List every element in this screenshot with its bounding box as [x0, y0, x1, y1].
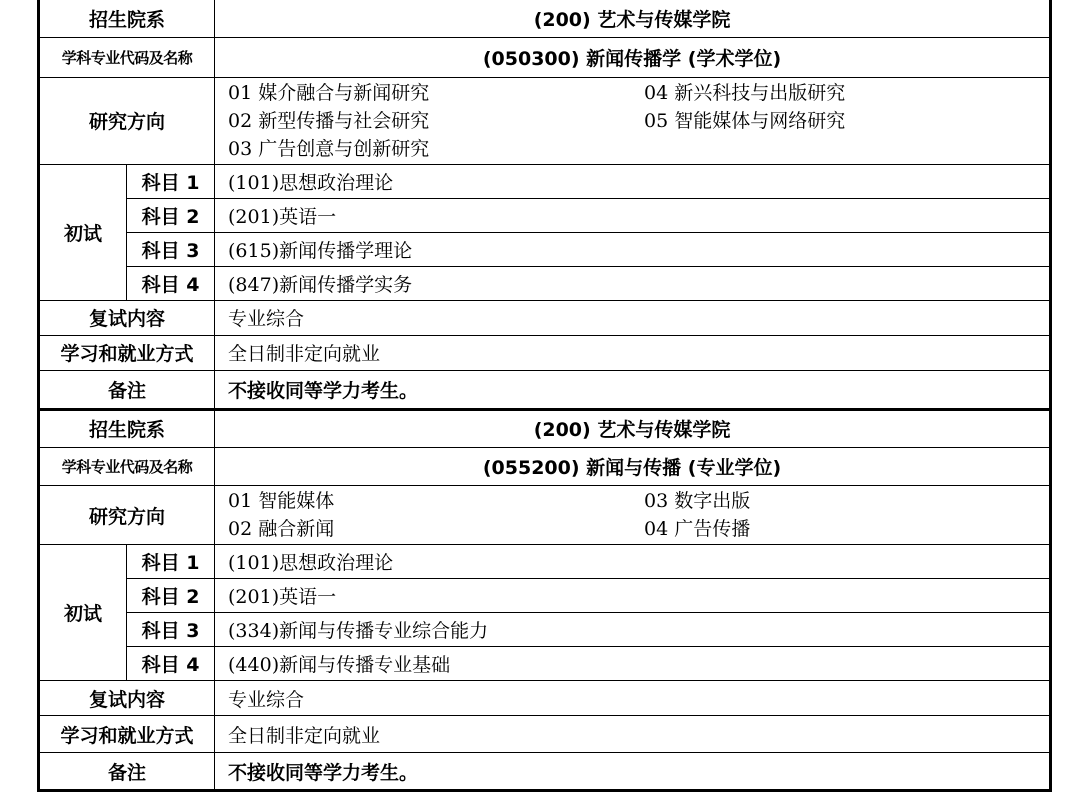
subject-value: (201)英语一	[215, 198, 1051, 232]
directions-list	[215, 486, 1051, 545]
direction-item: 04 广告传播	[644, 518, 751, 540]
mode-label: 学习和就业方式	[39, 335, 215, 370]
directions-list	[215, 77, 1051, 164]
subject-value: (101)思想政治理论	[215, 545, 1051, 579]
direction-item: 01 媒介融合与新闻研究	[228, 81, 430, 104]
exam-label: 初试	[39, 545, 127, 681]
major-label: 学科专业代码及名称	[39, 37, 215, 77]
subject-label: 科目 1	[127, 164, 215, 198]
direction-item: 02 融合新闻	[228, 518, 335, 540]
retest-label: 复试内容	[39, 300, 215, 335]
directions-label: 研究方向	[39, 486, 215, 545]
program-table-2	[37, 411, 1052, 793]
dept-value: (200) 艺术与传媒学院	[215, 0, 1051, 37]
directions-label: 研究方向	[39, 77, 215, 164]
subject-value: (615)新闻传播学理论	[215, 232, 1051, 266]
dept-label: 招生院系	[39, 0, 215, 37]
subject-label: 科目 4	[127, 266, 215, 300]
direction-item: 01 智能媒体	[228, 490, 335, 512]
subject-value: (440)新闻与传播专业基础	[215, 647, 1051, 681]
subject-label: 科目 3	[127, 613, 215, 647]
subject-label: 科目 4	[127, 647, 215, 681]
note-label: 备注	[39, 753, 215, 791]
retest-label: 复试内容	[39, 681, 215, 716]
major-value: (055200) 新闻与传播 (专业学位)	[215, 448, 1051, 486]
retest-value: 专业综合	[215, 681, 1051, 716]
direction-item: 04 新兴科技与出版研究	[644, 81, 846, 104]
subject-value: (847)新闻传播学实务	[215, 266, 1051, 300]
retest-value: 专业综合	[215, 300, 1051, 335]
program-table-1	[37, 0, 1052, 411]
direction-item: 02 新型传播与社会研究	[228, 109, 430, 132]
note-value: 不接收同等学力考生。	[215, 370, 1051, 409]
dept-value: (200) 艺术与传媒学院	[215, 411, 1051, 448]
admissions-document	[37, 0, 1049, 792]
major-label: 学科专业代码及名称	[39, 448, 215, 486]
direction-item: 05 智能媒体与网络研究	[644, 109, 846, 132]
subject-label: 科目 1	[127, 545, 215, 579]
note-value: 不接收同等学力考生。	[215, 753, 1051, 791]
major-value: (050300) 新闻传播学 (学术学位)	[215, 37, 1051, 77]
subject-value: (101)思想政治理论	[215, 164, 1051, 198]
subject-label: 科目 2	[127, 198, 215, 232]
subject-label: 科目 2	[127, 579, 215, 613]
mode-label: 学习和就业方式	[39, 716, 215, 753]
note-label: 备注	[39, 370, 215, 409]
exam-label: 初试	[39, 164, 127, 300]
mode-value: 全日制非定向就业	[215, 716, 1051, 753]
mode-value: 全日制非定向就业	[215, 335, 1051, 370]
direction-item: 03 数字出版	[644, 490, 751, 512]
subject-value: (334)新闻与传播专业综合能力	[215, 613, 1051, 647]
subject-label: 科目 3	[127, 232, 215, 266]
dept-label: 招生院系	[39, 411, 215, 448]
direction-item: 03 广告创意与创新研究	[228, 137, 430, 160]
subject-value: (201)英语一	[215, 579, 1051, 613]
